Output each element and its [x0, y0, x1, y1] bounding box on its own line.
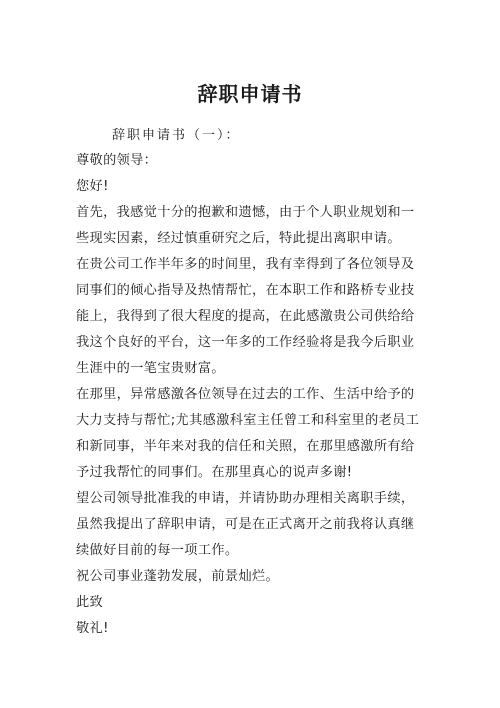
body-line: 祝公司事业蓬勃发展，前景灿烂。	[76, 569, 280, 584]
closing-line: 此致	[76, 595, 104, 610]
body-line: 大力支持与帮忙;尤其感激科室主任曾工和科室里的老员工	[76, 413, 420, 428]
body-line: 虽然我提出了辞职申请，可是在正式离开之前我将认真继	[76, 517, 415, 532]
body-line: 在那里，异常感激各位领导在过去的工作、生活中给予的	[76, 387, 415, 402]
document-title: 辞职申请书	[197, 82, 303, 106]
body-line: 我这个良好的平台，这一年多的工作经验将是我今后职业	[76, 335, 415, 350]
body-line: 同事们的倾心指导及热情帮忙，在本职工作和路桥专业技	[76, 283, 415, 298]
closing-line: 敬礼!	[76, 621, 109, 636]
salutation-line: 尊敬的领导：	[76, 153, 158, 168]
document-subtitle: 辞职申请书（一）：	[112, 128, 241, 143]
body-line: 予过我帮忙的同事们。在那里真心的说声多谢!	[76, 465, 353, 480]
body-line: 和新同事，半年来对我的信任和关照，在那里感激所有给	[76, 439, 415, 454]
body-line: 些现实因素，经过慎重研究之后，特此提出离职申请。	[76, 231, 401, 246]
body-line: 续做好目前的每一项工作。	[76, 543, 239, 558]
body-line: 望公司领导批准我的申请，并请协助办理相关离职手续，	[76, 491, 415, 506]
body-line: 首先，我感觉十分的抱歉和遗憾，由于个人职业规划和一	[76, 205, 415, 220]
body-line: 在贵公司工作半年多的时间里，我有幸得到了各位领导及	[76, 257, 415, 272]
body-line: 能上，我得到了很大程度的提高，在此感激贵公司供给给	[76, 309, 415, 324]
body-line: 生涯中的一笔宝贵财富。	[76, 361, 225, 376]
greeting-line: 您好!	[76, 179, 109, 194]
letter-body	[76, 148, 428, 642]
